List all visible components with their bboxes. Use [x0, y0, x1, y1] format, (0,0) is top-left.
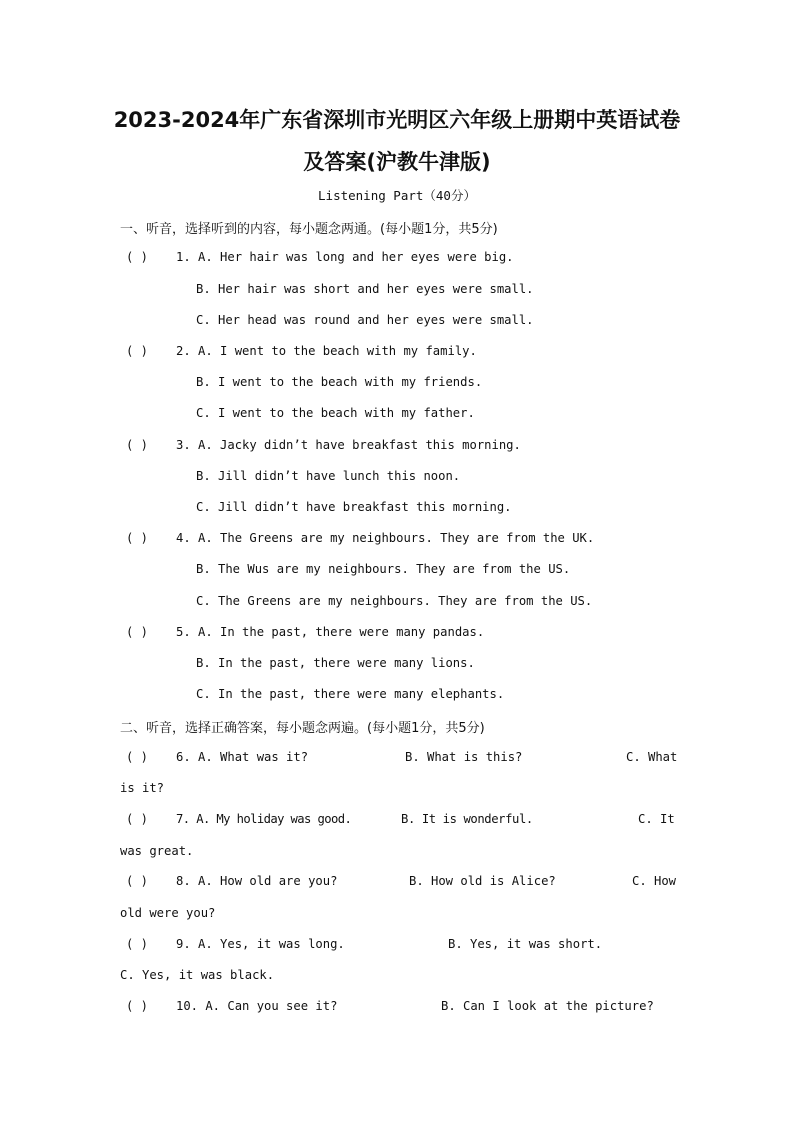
q7-option-c-continued: was great.	[120, 844, 194, 858]
q8-option-a: 8. A. How old are you?	[176, 874, 338, 888]
q7-option-b: B. It is wonderful.	[401, 812, 533, 826]
q7-option-a: 7. A. My holiday was good.	[176, 812, 352, 826]
q5-option-c: C. In the past, there were many elephants.	[196, 687, 505, 701]
q3-option-b: B. Jill didn’t have lunch this noon.	[196, 469, 461, 483]
q6-option-b: B. What is this?	[405, 750, 523, 764]
answer-blank-3: ( )	[126, 438, 149, 452]
answer-blank-1: ( )	[126, 250, 149, 264]
section-1-heading: 一、听音，选择听到的内容，每小题念两通。(每小题1分，共5分)	[120, 222, 498, 237]
answer-blank-5: ( )	[126, 625, 149, 639]
q2-option-a: 2. A. I went to the beach with my family.	[176, 344, 477, 358]
q10-option-a: 10. A. Can you see it?	[176, 999, 338, 1013]
q2-option-b: B. I went to the beach with my friends.	[196, 375, 483, 389]
q10-option-b: B. Can I look at the picture?	[441, 999, 654, 1013]
q3-option-c: C. Jill didn’t have breakfast this morning.	[196, 500, 512, 514]
q8-option-c-continued: old were you?	[120, 906, 216, 920]
q9-option-b: B. Yes, it was short.	[448, 937, 603, 951]
q6-option-c-continued: is it?	[120, 781, 165, 795]
q6-option-a: 6. A. What was it?	[176, 750, 309, 764]
answer-blank-8: ( )	[126, 874, 149, 888]
answer-blank-2: ( )	[126, 344, 149, 358]
part-heading: Listening Part（40分）	[318, 188, 476, 203]
q5-option-a: 5. A. In the past, there were many pandas.	[176, 625, 485, 639]
answer-blank-9: ( )	[126, 937, 149, 951]
q4-option-c: C. The Greens are my neighbours. They are from the US.	[196, 594, 593, 608]
answer-blank-4: ( )	[126, 531, 149, 545]
q7-option-c: C. It	[638, 812, 675, 826]
q8-option-c: C. How	[632, 874, 677, 888]
q9-option-c: C. Yes, it was black.	[120, 968, 275, 982]
page-title: 2023-2024年广东省深圳市光明区六年级上册期中英语试卷	[113, 108, 681, 132]
q6-option-c: C. What	[626, 750, 678, 764]
q4-option-b: B. The Wus are my neighbours. They are from the US.	[196, 562, 571, 576]
q8-option-b: B. How old is Alice?	[409, 874, 556, 888]
answer-blank-7: ( )	[126, 812, 149, 826]
q2-option-c: C. I went to the beach with my father.	[196, 406, 475, 420]
answer-blank-10: ( )	[126, 999, 149, 1013]
q5-option-b: B. In the past, there were many lions.	[196, 656, 475, 670]
q1-option-a: 1. A. Her hair was long and her eyes were big.	[176, 250, 514, 264]
q4-option-a: 4. A. The Greens are my neighbours. They are from the UK.	[176, 531, 595, 545]
q1-option-c: C. Her head was round and her eyes were small.	[196, 313, 534, 327]
page-title-line2: 及答案(沪教牛津版)	[303, 150, 491, 174]
q9-option-a: 9. A. Yes, it was long.	[176, 937, 345, 951]
answer-blank-6: ( )	[126, 750, 149, 764]
q3-option-a: 3. A. Jacky didn’t have breakfast this morning.	[176, 438, 521, 452]
q1-option-b: B. Her hair was short and her eyes were small.	[196, 282, 534, 296]
section-2-heading: 二、听音，选择正确答案，每小题念两遍。(每小题1分，共5分)	[120, 721, 485, 736]
